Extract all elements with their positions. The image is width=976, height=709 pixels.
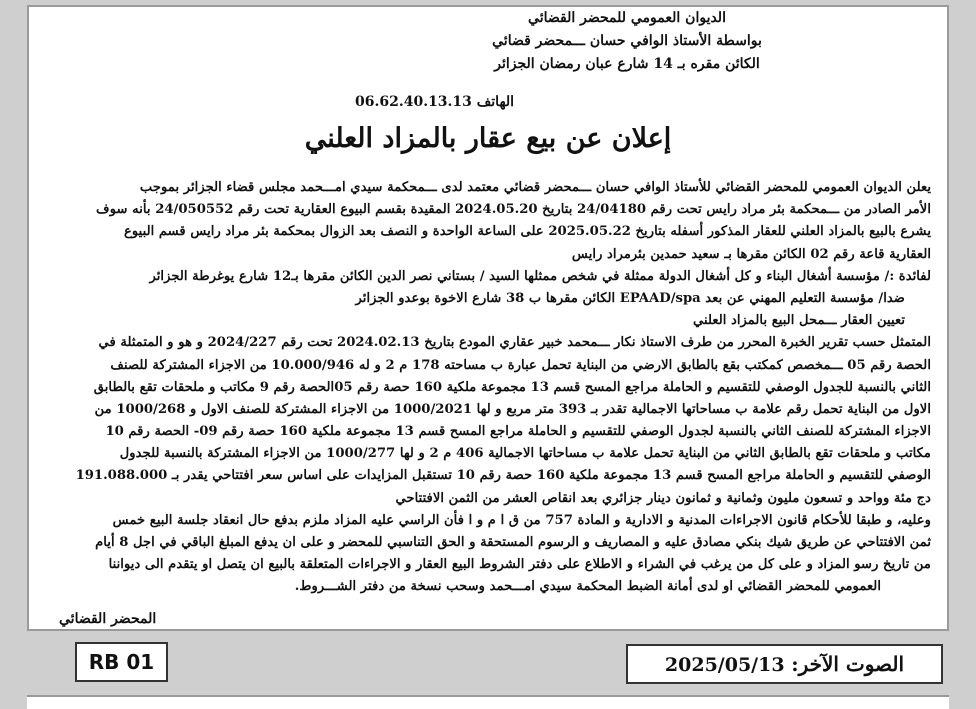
- announcement-body: [45, 177, 931, 599]
- body-line: دج مئة وواحد و تسعون مليون وثمانية و ثمانون دينار جزائري بعد انقاص العشر من الثمن الافتتاحي: [395, 490, 931, 506]
- body-line: من تاريخ رسو المزاد و على كل من يرغب في الشراء و الاطلاع على دفتر الشروط البيع العقار و الاجراءات المتعلقة بالبيع ان يتصل او يتقدم الى ديواننا: [108, 557, 931, 573]
- body-line: الأمر الصادر من ـــمحكمة بئر مراد رايس تحت رقم 24/04180 بتاريخ 2024.05.20 المقيدة بقسم البيوع العقارية تحت رقم 24/050552 بأنه سوف: [96, 202, 931, 218]
- office-name: الديوان العمومي للمحضر القضائي: [528, 10, 726, 26]
- body-line: الحصة رقم 05 ـــمخصص كمكتب بقع بالطابق الارضي من البناية تحمل عبارة ب مساحته 178 م 2 و له 10.000/946 من الاجزاء المشتركة للصنف: [110, 357, 931, 373]
- body-line: الوصفي للتقسيم و الحاملة مراجع المسح قسم 13 مجموعة ملكية 160 حصة رقم 10 تستقبل المزايدات على اساس سعر افتتاحي يقدر بـ 191.088.000: [75, 468, 931, 484]
- body-line: العمومي للمحضر القضائي او لدى أمانة الضبط المحكمة سيدي امـــحمد وسحب نسخة من دفتر الشـــروط.: [294, 579, 881, 595]
- office-address: الكائن مقره بـ 14 شارع عبان رمضان الجزائر: [494, 56, 760, 72]
- body-line: الاجزاء المشتركة للصنف الثاني بالنسبة لجدول الوصفي للتقسيم و الحاملة مراجع المسح قسم 13 مجموعة ملكية 160 حصة رقم 09- الحصة رقم 10: [105, 424, 931, 440]
- publication-name: الصوت الآخر:: [791, 652, 905, 676]
- bailiff-signature: المحضر القضائي: [59, 611, 157, 627]
- body-line: مكاتب و ملحقات تقع بالطابق الثاني من البناية تحمل علامة ب مساحاتها الاجمالية 406 م 2 و لها 1000/277 من الاجزاء المشتركة بالنسبة للجدول: [119, 446, 931, 462]
- body-line: تعيين العقار ـــمحل البيع بالمزاد العلني: [693, 313, 905, 329]
- office-phone: الهاتف 06.62.40.13.13: [355, 94, 515, 110]
- body-line: المتمثل حسب تقرير الخبرة المحرر من طرف الاستاذ نكار ـــمحمد خبير عقاري المودع بتاريخ 2024.02.13 تحت رقم 2024/227 و هو و المتمثلة في: [98, 335, 931, 351]
- body-line: وعليه، و طبقا للأحكام قانون الاجراءات المدنية و الادارية و المادة 757 من ق ا م و ا فأن الراسي عليه المزاد ملزم بدفع حال انعقاد جلسة البيع خمس: [112, 512, 931, 528]
- body-line: يعلن الديوان العمومي للمحضر القضائي للأستاذ الوافي حسان ـــمحضر قضائي معتمد لدى ـــمحكمة سيدي امـــحمد مجلس قضاء الجزائر بموجب: [139, 180, 931, 195]
- body-line: ثمن الافتتاحي عن طريق شيك بنكي مصادق عليه و المصاريف و الرسوم المستحقة و الحق التناسبي للمحضر و على ان يدفع المبلغ الباقي في اجل 8 أيام: [95, 535, 931, 550]
- reference-code: RB 01: [75, 642, 168, 682]
- page-title: إعلان عن بيع عقار بالمزاد العلني: [304, 123, 672, 154]
- body-line: العقارية قاعة رقم 02 الكائن مقرها بـ سعيد حمدين بئرمراد رايس: [571, 246, 931, 262]
- publication-date: 2025/05/13: [664, 654, 785, 676]
- publication-box: [626, 644, 943, 684]
- bailiff-name: بواسطة الأستاذ الوافي حسان ـــمحضر قضائي: [492, 33, 762, 49]
- body-line: لفائدة :/ مؤسسة أشغال البناء و كل أشغال الدولة ممثلة في شخص ممثلها السيد / بستاني نصر الدين الكائن مقرها بـ12 شارع يوغرطة الجزائر: [149, 268, 931, 284]
- header-block: [347, 7, 907, 76]
- body-line: الثاني بالنسبة للجدول الوصفي للتقسيم و الحاملة مراجع المسح قسم 13 مجموعة ملكية 160 حصة رقم 05الحصة رقم 9 مكاتب و ملحقات تقع بالطابق: [93, 379, 931, 395]
- body-line: ضدا/ مؤسسة التعليم المهني عن بعد EPAAD/spa الكائن مقرها ب 38 شارع الاخوة بوعدو الجزائر: [355, 290, 905, 306]
- body-line: يشرع بالبيع بالمزاد العلني للعقار المذكور أسفله بتاريخ 2025.05.22 على الساعة الواحدة و النصف بعد الزوال بمحكمة بئر مراد رايس قسم البيوع: [123, 224, 931, 240]
- body-line: الاول من البناية تحمل رقم علامة ب مساحاتها الاجمالية تقدر بـ 393 متر مربع و لها 1000/2021 من الاجزاء المشتركة للصنف الاول و 1000/268 من: [94, 401, 931, 417]
- announcement-sheet: [27, 5, 949, 631]
